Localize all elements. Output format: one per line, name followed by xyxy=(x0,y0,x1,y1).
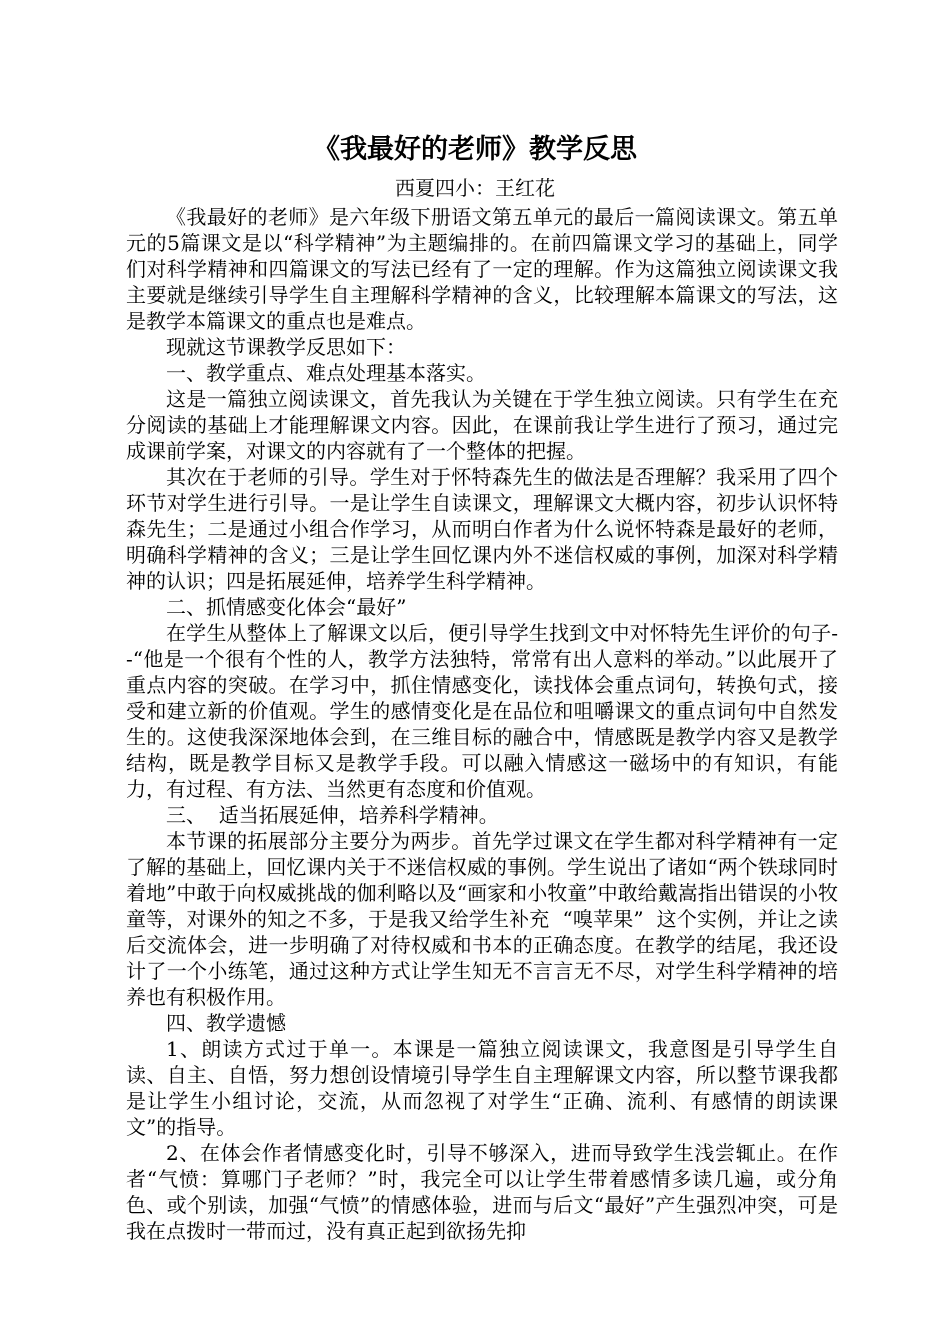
paragraph-intro: 《我最好的老师》是六年级下册语文第五单元的最后一篇阅读课文。第五单元的5篇课文是以“科学精神”为主题编排的。在前四篇课文学习的基础上，同学们对科学精神和四篇课文的写法已经有了一定的理解。作为这篇独立阅读课文我主要就是继续引导学生自主理解科学精神的含义，比较理解本篇课文的写法，这是教学本篇课文的重点也是难点。 xyxy=(126,205,838,333)
paragraph: 2、在体会作者情感变化时，引导不够深入，进而导致学生浅尝辄止。在作者“气愤：算哪门子老师？”时，我完全可以让学生带着感情多读几遍，或分角色、或个别读，加强“气愤”的情感体验，进而与后文“最好”产生强烈冲突，可是我在点拨时一带而过，没有真正起到欲扬先抑 xyxy=(126,1141,838,1243)
document-author: 西夏四小：王红花 xyxy=(395,176,555,200)
section-heading-3: 三、 适当拓展延伸，培养科学精神。 xyxy=(166,803,499,827)
paragraph: 本节课的拓展部分主要分为两步。首先学过课文在学生都对科学精神有一定了解的基础上，回忆课内关于不迷信权威的事例。学生说出了诸如“两个铁球同时着地”中敢于向权威挑战的伽利略以及“画家和小牧童”中敢给戴嵩指出错误的小牧童等，对课外的知之不多，于是我又给学生补充 “嗅苹果” 这个实例，并让之读后交流体会，进一步明确了对待权威和书本的正确态度。在教学的结尾，我还设计了一个小练笔，通过这种方式让学生知无不言言无不尽，对学生科学精神的培养也有积极作用。 xyxy=(126,829,838,1009)
paragraph: 在学生从整体上了解课文以后，便引导学生找到文中对怀特先生评价的句子--“他是一个很有个性的人，教学方法独特，常常有出人意料的举动。”以此展开了重点内容的突破。在学习中，抓住情感变化，读找体会重点词句，转换句式，接受和建立新的价值观。学生的感情变化是在品位和咀嚼课文的重点词句中自然发生的。这使我深深地体会到，在三维目标的融合中，情感既是教学内容又是教学结构，既是教学目标又是教学手段。可以融入情感这一磁场中的有知识，有能力，有过程、有方法、当然更有态度和价值观。 xyxy=(126,621,838,801)
paragraph: 其次在于老师的引导。学生对于怀特森先生的做法是否理解？我采用了四个环节对学生进行引导。一是让学生自读课文，理解课文大概内容，初步认识怀特森先生；二是通过小组合作学习，从而明白作者为什么说怀特森是最好的老师，明确科学精神的含义；三是让学生回忆课内外不迷信权威的事例，加深对科学精神的认识；四是拓展延伸，培养学生科学精神。 xyxy=(126,465,838,593)
section-heading-4: 四、教学遗憾 xyxy=(166,1011,286,1035)
section-heading-1: 一、教学重点、难点处理基本落实。 xyxy=(166,361,486,385)
document-body xyxy=(126,204,838,1244)
document-title: 《我最好的老师》教学反思 xyxy=(313,134,637,165)
section-heading-2: 二、抓情感变化体会“最好” xyxy=(166,595,407,619)
paragraph: 这是一篇独立阅读课文，首先我认为关键在于学生独立阅读。只有学生在充分阅读的基础上才能理解课文内容。因此，在课前我让学生进行了预习，通过完成课前学案，对课文的内容就有了一个整体的把握。 xyxy=(126,387,838,463)
paragraph-lead: 现就这节课教学反思如下： xyxy=(166,335,406,359)
paragraph: 1、朗读方式过于单一。本课是一篇独立阅读课文，我意图是引导学生自读、自主、自悟，努力想创设情境引导学生自主理解课文内容，所以整节课我都是让学生小组讨论，交流，从而忽视了对学生“正确、流利、有感情的朗读课文”的指导。 xyxy=(126,1037,838,1139)
